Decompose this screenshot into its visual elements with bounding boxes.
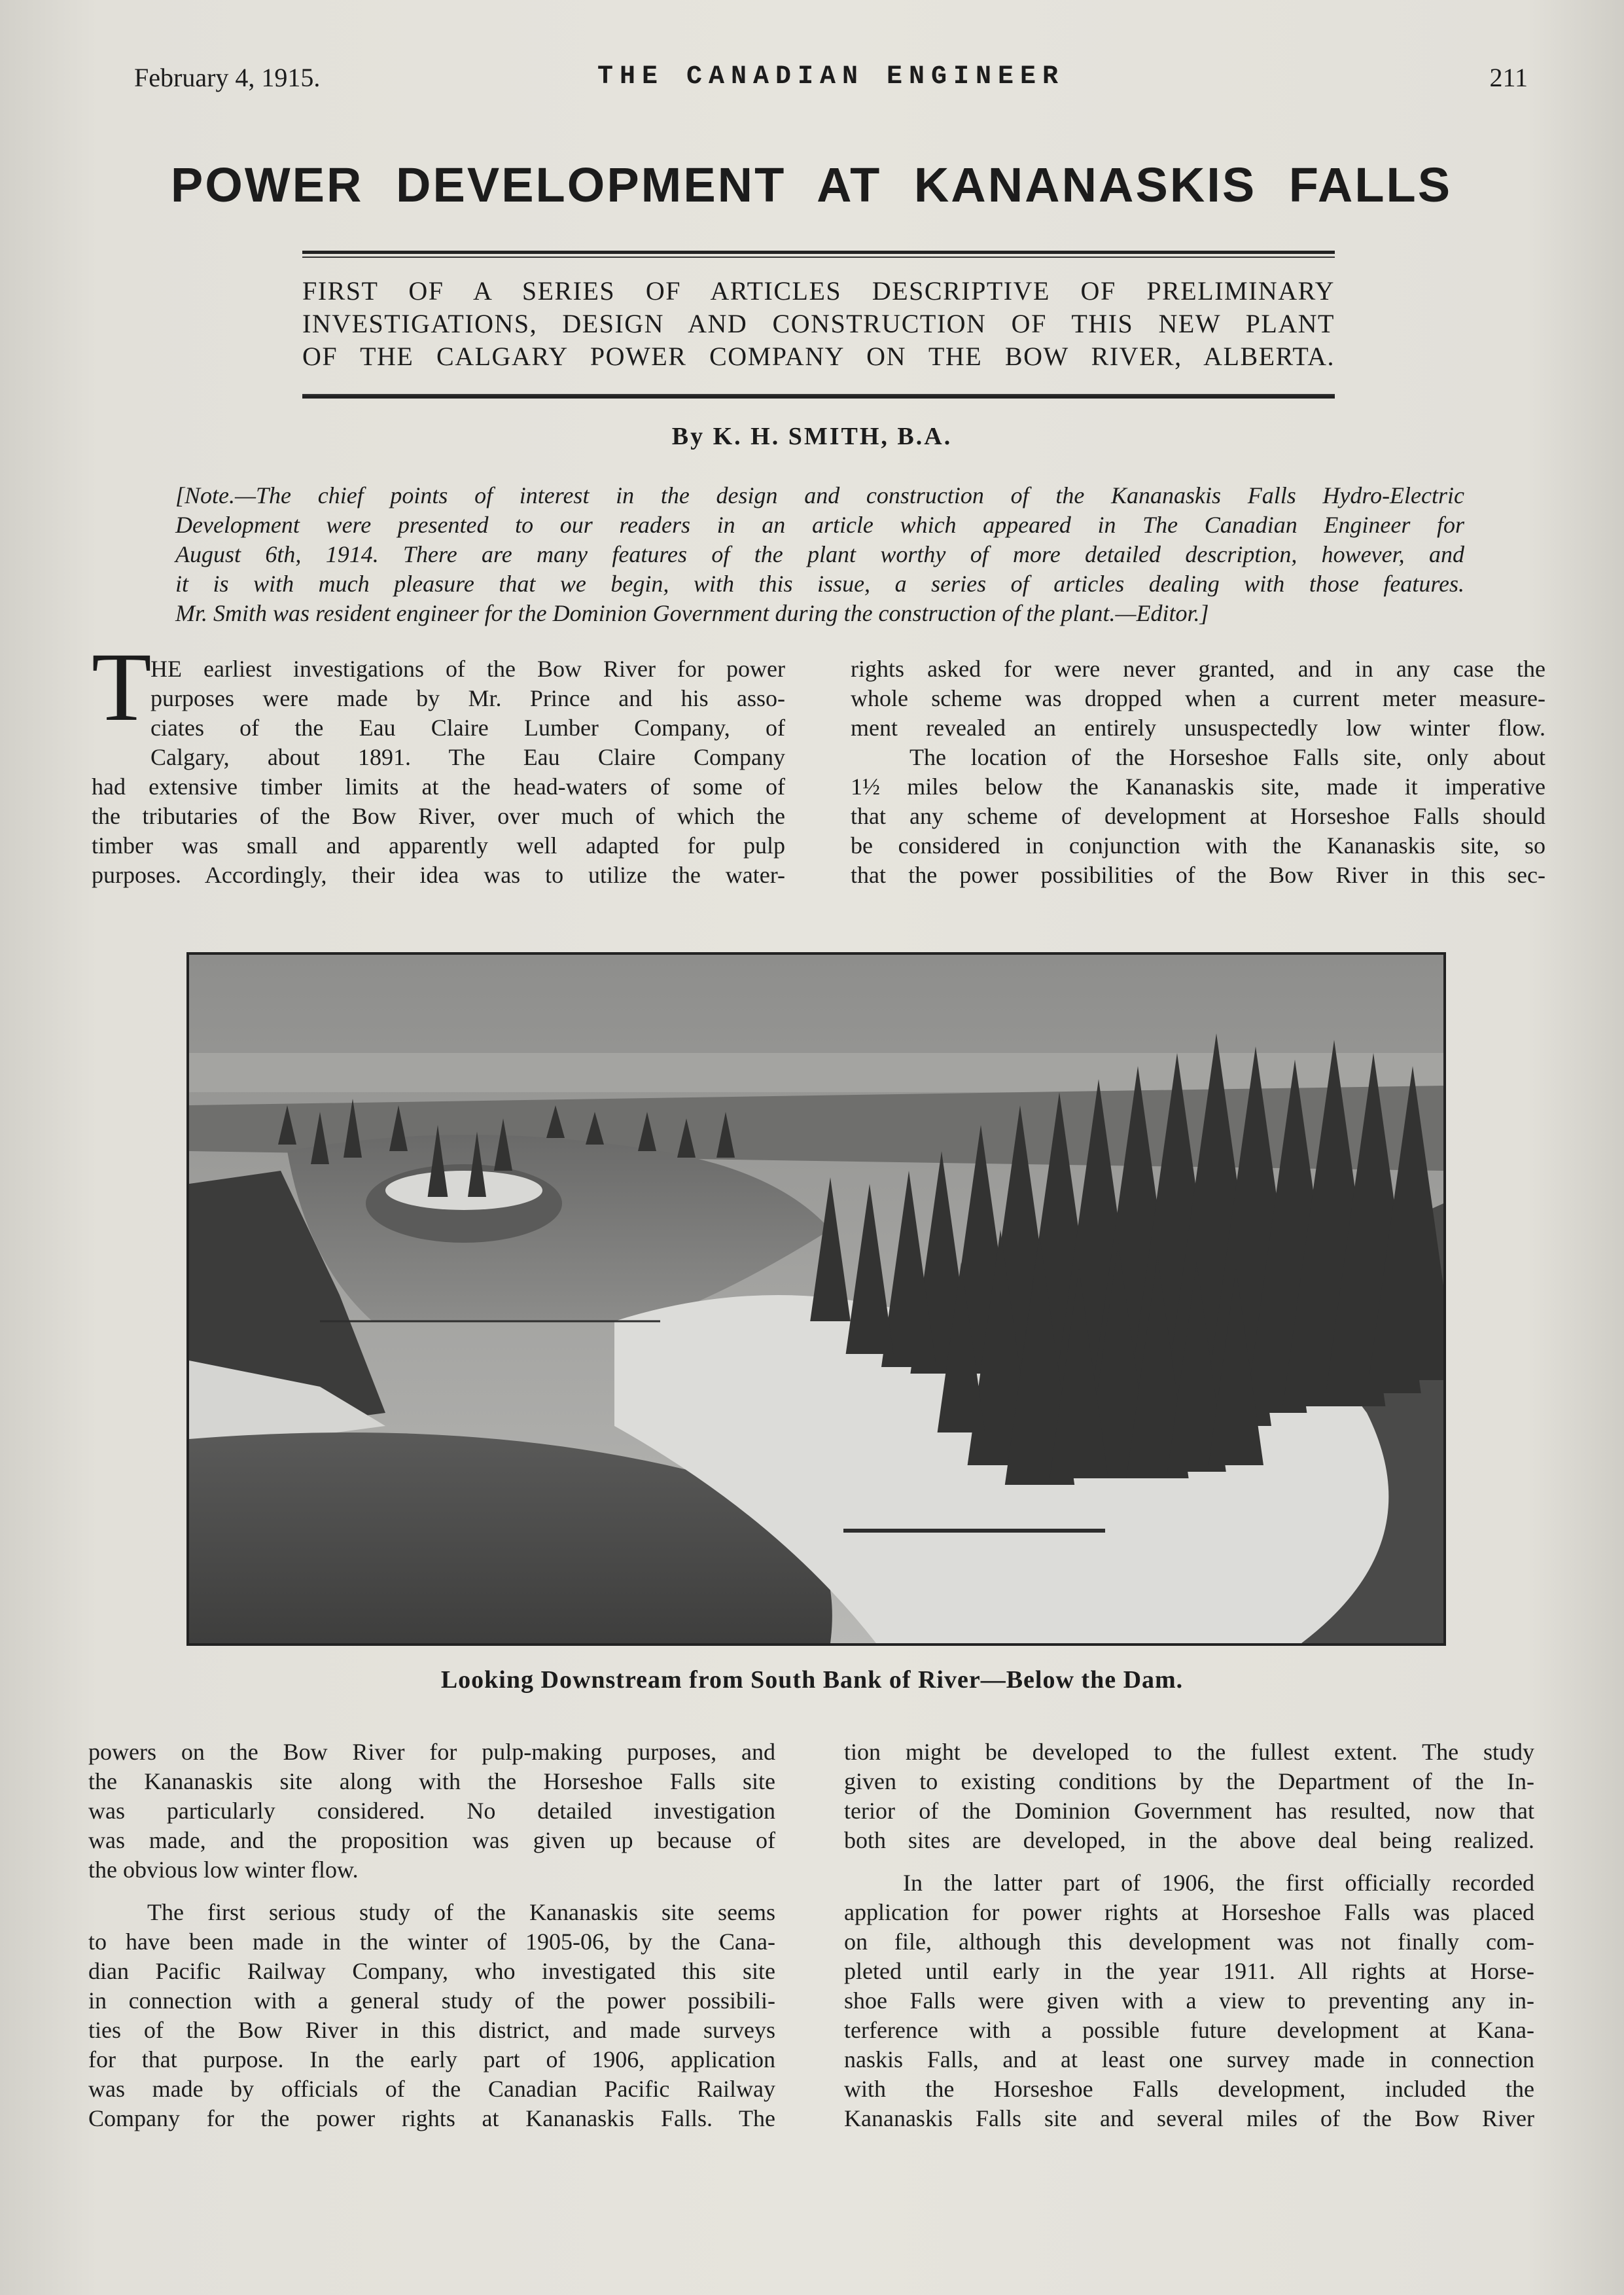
note-line: Development were presented to our readers in an article which appeared in The Canadian Engineer for (175, 512, 1464, 538)
text-line: terference with a possible future development at Kana- (844, 2017, 1534, 2043)
text-line: powers on the Bow River for pulp-making purposes, and (88, 1739, 775, 1765)
text-line: HE earliest investigations of the Bow River for power (150, 656, 785, 682)
top-double-rule (302, 251, 1335, 258)
text-line: Calgary, about 1891. The Eau Claire Company (150, 744, 785, 770)
text-line: ciates of the Eau Claire Lumber Company, of (150, 715, 785, 741)
paragraph (844, 1737, 1534, 1855)
upper-right-column (851, 654, 1545, 890)
text-line: terior of the Dominion Government has resulted, now that (844, 1798, 1534, 1824)
running-head (134, 62, 1528, 101)
text-line: naskis Falls, and at least one survey made in connection (844, 2046, 1534, 2073)
text-line: was particularly considered. No detailed investigation (88, 1798, 775, 1824)
author-byline: By K. H. SMITH, B.A. (671, 423, 953, 450)
text-line: was made, and the proposition was given up because of (88, 1827, 775, 1853)
text-line: rights asked for were never granted, and in any case the (851, 656, 1545, 682)
lower-left-column (88, 1737, 775, 2140)
subtitle-line: FIRST OF A SERIES OF ARTICLES DESCRIPTIVE OF PRELIMINARY (302, 276, 1335, 306)
text-line: the tributaries of the Bow River, over much of which the (92, 803, 785, 829)
paragraph (88, 1737, 775, 1885)
text-line: application for power rights at Horseshoe Falls was placed (844, 1899, 1534, 1925)
text-line: 1½ miles below the Kananaskis site, made it imperative (851, 774, 1545, 800)
note-line: [Note.—The chief points of interest in the design and construction of the Kananaskis Falls Hydro-Electric (175, 482, 1464, 508)
bottom-double-rule (302, 391, 1335, 399)
text-line: both sites are developed, in the above deal being realized. (844, 1827, 1534, 1853)
photograph-kananaskis-falls (186, 952, 1446, 1646)
text-line: be considered in conjunction with the Kananaskis site, so (851, 832, 1545, 859)
text-line: Kananaskis Falls site and several miles of the Bow River (844, 2105, 1534, 2131)
note-line: August 6th, 1914. There are many features of the plant worthy of more detailed description, however, and (175, 541, 1464, 567)
winter-river-photo (189, 955, 1443, 1643)
text-line: in connection with a general study of the power possibili- (88, 1987, 775, 2014)
text-line: The location of the Horseshoe Falls site, only about (909, 744, 1545, 770)
subtitle-line: OF THE CALGARY POWER COMPANY ON THE BOW RIVER, ALBERTA. (302, 342, 1335, 371)
note-line: it is with much pleasure that we begin, with this issue, a series of articles dealing with those features. (175, 571, 1464, 597)
text-line: tion might be developed to the fullest extent. The study (844, 1739, 1534, 1765)
text-line: ment revealed an entirely unsuspectedly low winter flow. (851, 715, 1545, 741)
text-line: The first serious study of the Kananaskis site seems (147, 1899, 775, 1925)
text-line: on file, although this development was not finally com- (844, 1929, 1534, 1955)
note-line: Mr. Smith was resident engineer for the Dominion Government during the construction of the plant.—Editor.] (175, 600, 1209, 626)
page-number: 211 (1489, 63, 1528, 92)
figure-caption: Looking Downstream from South Bank of River—Below the Dam. (440, 1666, 1184, 1694)
text-line: whole scheme was dropped when a current meter measure- (851, 685, 1545, 711)
drop-cap: T (92, 633, 152, 741)
text-line: to have been made in the winter of 1905-06, by the Cana- (88, 1929, 775, 1955)
text-line: that any scheme of development at Horseshoe Falls should (851, 803, 1545, 829)
text-line: purposes were made by Mr. Prince and his asso- (150, 685, 785, 711)
journal-name: THE CANADIAN ENGINEER (597, 62, 1065, 92)
text-line: the Kananaskis site along with the Horseshoe Falls site (88, 1768, 775, 1794)
subtitle-line: INVESTIGATIONS, DESIGN AND CONSTRUCTION OF THIS NEW PLANT (302, 309, 1335, 338)
lower-right-column (844, 1737, 1534, 2140)
text-line: that the power possibilities of the Bow River in this sec- (851, 862, 1545, 888)
editor-note (175, 481, 1464, 628)
article-title: POWER DEVELOPMENT AT KANANASKIS FALLS (170, 158, 1453, 212)
upper-left-column (92, 654, 785, 890)
text-line: had extensive timber limits at the head-waters of some of (92, 774, 785, 800)
issue-date: February 4, 1915. (134, 63, 321, 92)
text-line: In the latter part of 1906, the first officially recorded (903, 1870, 1534, 1896)
text-line: purposes. Accordingly, their idea was to utilize the water- (92, 862, 785, 888)
text-line: dian Pacific Railway Company, who investigated this site (88, 1958, 775, 1984)
text-line: timber was small and apparently well adapted for pulp (92, 832, 785, 859)
text-line: was made by officials of the Canadian Pacific Railway (88, 2076, 775, 2102)
text-line: Company for the power rights at Kananaskis Falls. The (88, 2105, 775, 2131)
text-line: with the Horseshoe Falls development, included the (844, 2076, 1534, 2102)
text-line: shoe Falls were given with a view to preventing any in- (844, 1987, 1534, 2014)
text-line: for that purpose. In the early part of 1906, application (88, 2046, 775, 2073)
text-line: ties of the Bow River in this district, and made surveys (88, 2017, 775, 2043)
text-line: the obvious low winter flow. (88, 1857, 359, 1883)
text-line: pleted until early in the year 1911. All rights at Horse- (844, 1958, 1534, 1984)
article-subtitle (302, 275, 1335, 373)
text-line: given to existing conditions by the Department of the In- (844, 1768, 1534, 1794)
paragraph (844, 1868, 1534, 2133)
paragraph (88, 1898, 775, 2133)
